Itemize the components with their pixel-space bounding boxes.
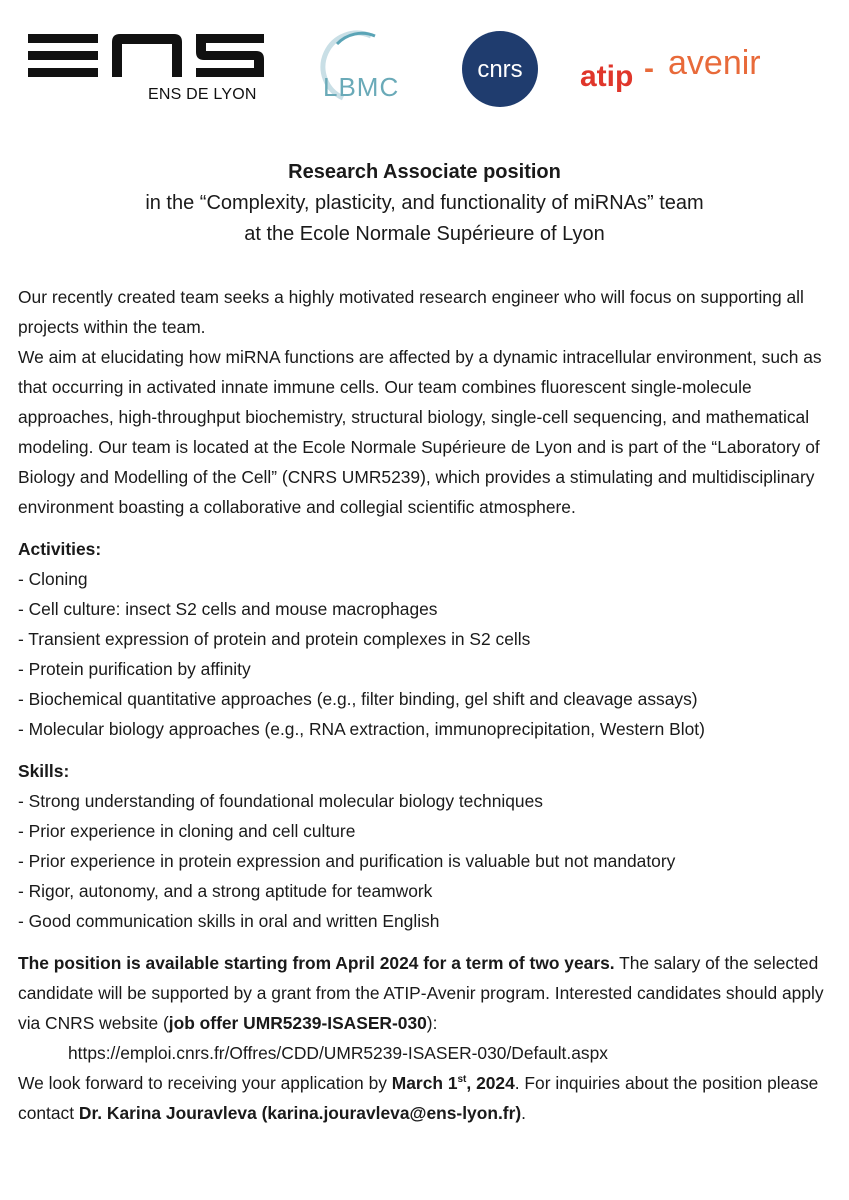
ens-caption: ENS DE LYON — [148, 86, 257, 103]
skill-item: - Prior experience in cloning and cell culture — [18, 821, 356, 841]
atip-wordmark: atip — [580, 60, 634, 93]
skill-item: - Prior experience in protein expression and purification is valuable but not mandatory — [18, 851, 676, 871]
deadline-intro: We look forward to receiving your application by — [18, 1073, 392, 1093]
activities-heading: Activities: — [18, 539, 102, 559]
activity-item: - Transient expression of protein and protein complexes in S2 cells — [18, 629, 531, 649]
job-description — [18, 282, 838, 1128]
application-url[interactable]: https://emploi.cnrs.fr/Offres/CDD/UMR5239-ISASER-030/Default.aspx — [68, 1043, 608, 1063]
intro-paragraph-1: Our recently created team seeks a highly motivated research engineer who will focus on supporting all projects within the team. — [18, 287, 804, 337]
lbmc-wordmark: LBMC — [323, 72, 400, 102]
lbmc-logo — [313, 28, 433, 106]
intro-paragraph-2: We aim at elucidating how miRNA functions are affected by a dynamic intracellular environment, such as that occurring in activated innate immune cells. Our team combines fluorescent single-molecule approaches, high-throughput biochemistry, structural biology, single-cell sequencing, and mathematical modeling. Our team is located at the Ecole Normale Supérieure de Lyon and is part of the “Laboratory of Biology and Modelling of the Cell” (CNRS UMR5239), which provides a stimulating and multidisciplinary environment boasting a collaborative and collegial scientific atmosphere. — [18, 347, 822, 517]
deadline-year: , 2024 — [466, 1073, 515, 1093]
atip-dash: - — [644, 52, 654, 85]
inquiry-text: . For inquiries about the position please contact — [18, 1073, 819, 1123]
position-availability: The position is available starting from April 2024 for a term of two years. — [18, 953, 615, 973]
deadline-month: March 1 — [391, 1073, 458, 1093]
ens-de-lyon-logo — [28, 32, 268, 106]
skills-heading: Skills: — [18, 761, 70, 781]
page-title: Research Associate position — [288, 161, 561, 183]
activity-item: - Protein purification by affinity — [18, 659, 251, 679]
activity-item: - Cell culture: insect S2 cells and mouse macrophages — [18, 599, 438, 619]
logo-bar — [0, 28, 849, 108]
position-funding-text: The salary of the selected candidate will be supported by a grant from the ATIP-Avenir program. Interested candidates should apply via CNRS website ( — [18, 953, 824, 1033]
contact-person[interactable]: Dr. Karina Jouravleva (karina.jouravleva@ens-lyon.fr) — [78, 1103, 522, 1123]
skill-item: - Good communication skills in oral and written English — [18, 911, 440, 931]
activity-item: - Biochemical quantitative approaches (e.g., filter binding, gel shift and cleavage assays) — [18, 689, 698, 709]
cnrs-logo — [461, 30, 539, 108]
title-team-line: in the “Complexity, plasticity, and functionality of miRNAs” team — [145, 192, 704, 214]
position-paragraph — [18, 948, 838, 1038]
skill-item: - Strong understanding of foundational molecular biology techniques — [18, 791, 543, 811]
deadline-ordinal: st — [457, 1074, 467, 1086]
closing-period: . — [521, 1103, 526, 1123]
title-block — [0, 157, 849, 250]
avenir-wordmark: avenir — [668, 48, 761, 82]
cnrs-wordmark: cnrs — [477, 56, 523, 83]
activity-item: - Molecular biology approaches (e.g., RNA extraction, immunoprecipitation, Western Blot) — [18, 719, 705, 739]
title-institution-line: at the Ecole Normale Supérieure of Lyon — [244, 223, 605, 245]
ens-logo-mark — [28, 32, 266, 80]
atip-avenir-logo — [580, 48, 816, 96]
job-offer-reference: job offer UMR5239-ISASER-030 — [168, 1013, 427, 1033]
activity-item: - Cloning — [18, 569, 88, 589]
deadline-paragraph — [18, 1068, 838, 1128]
position-text-close: ): — [426, 1013, 438, 1033]
skill-item: - Rigor, autonomy, and a strong aptitude for teamwork — [18, 881, 433, 901]
